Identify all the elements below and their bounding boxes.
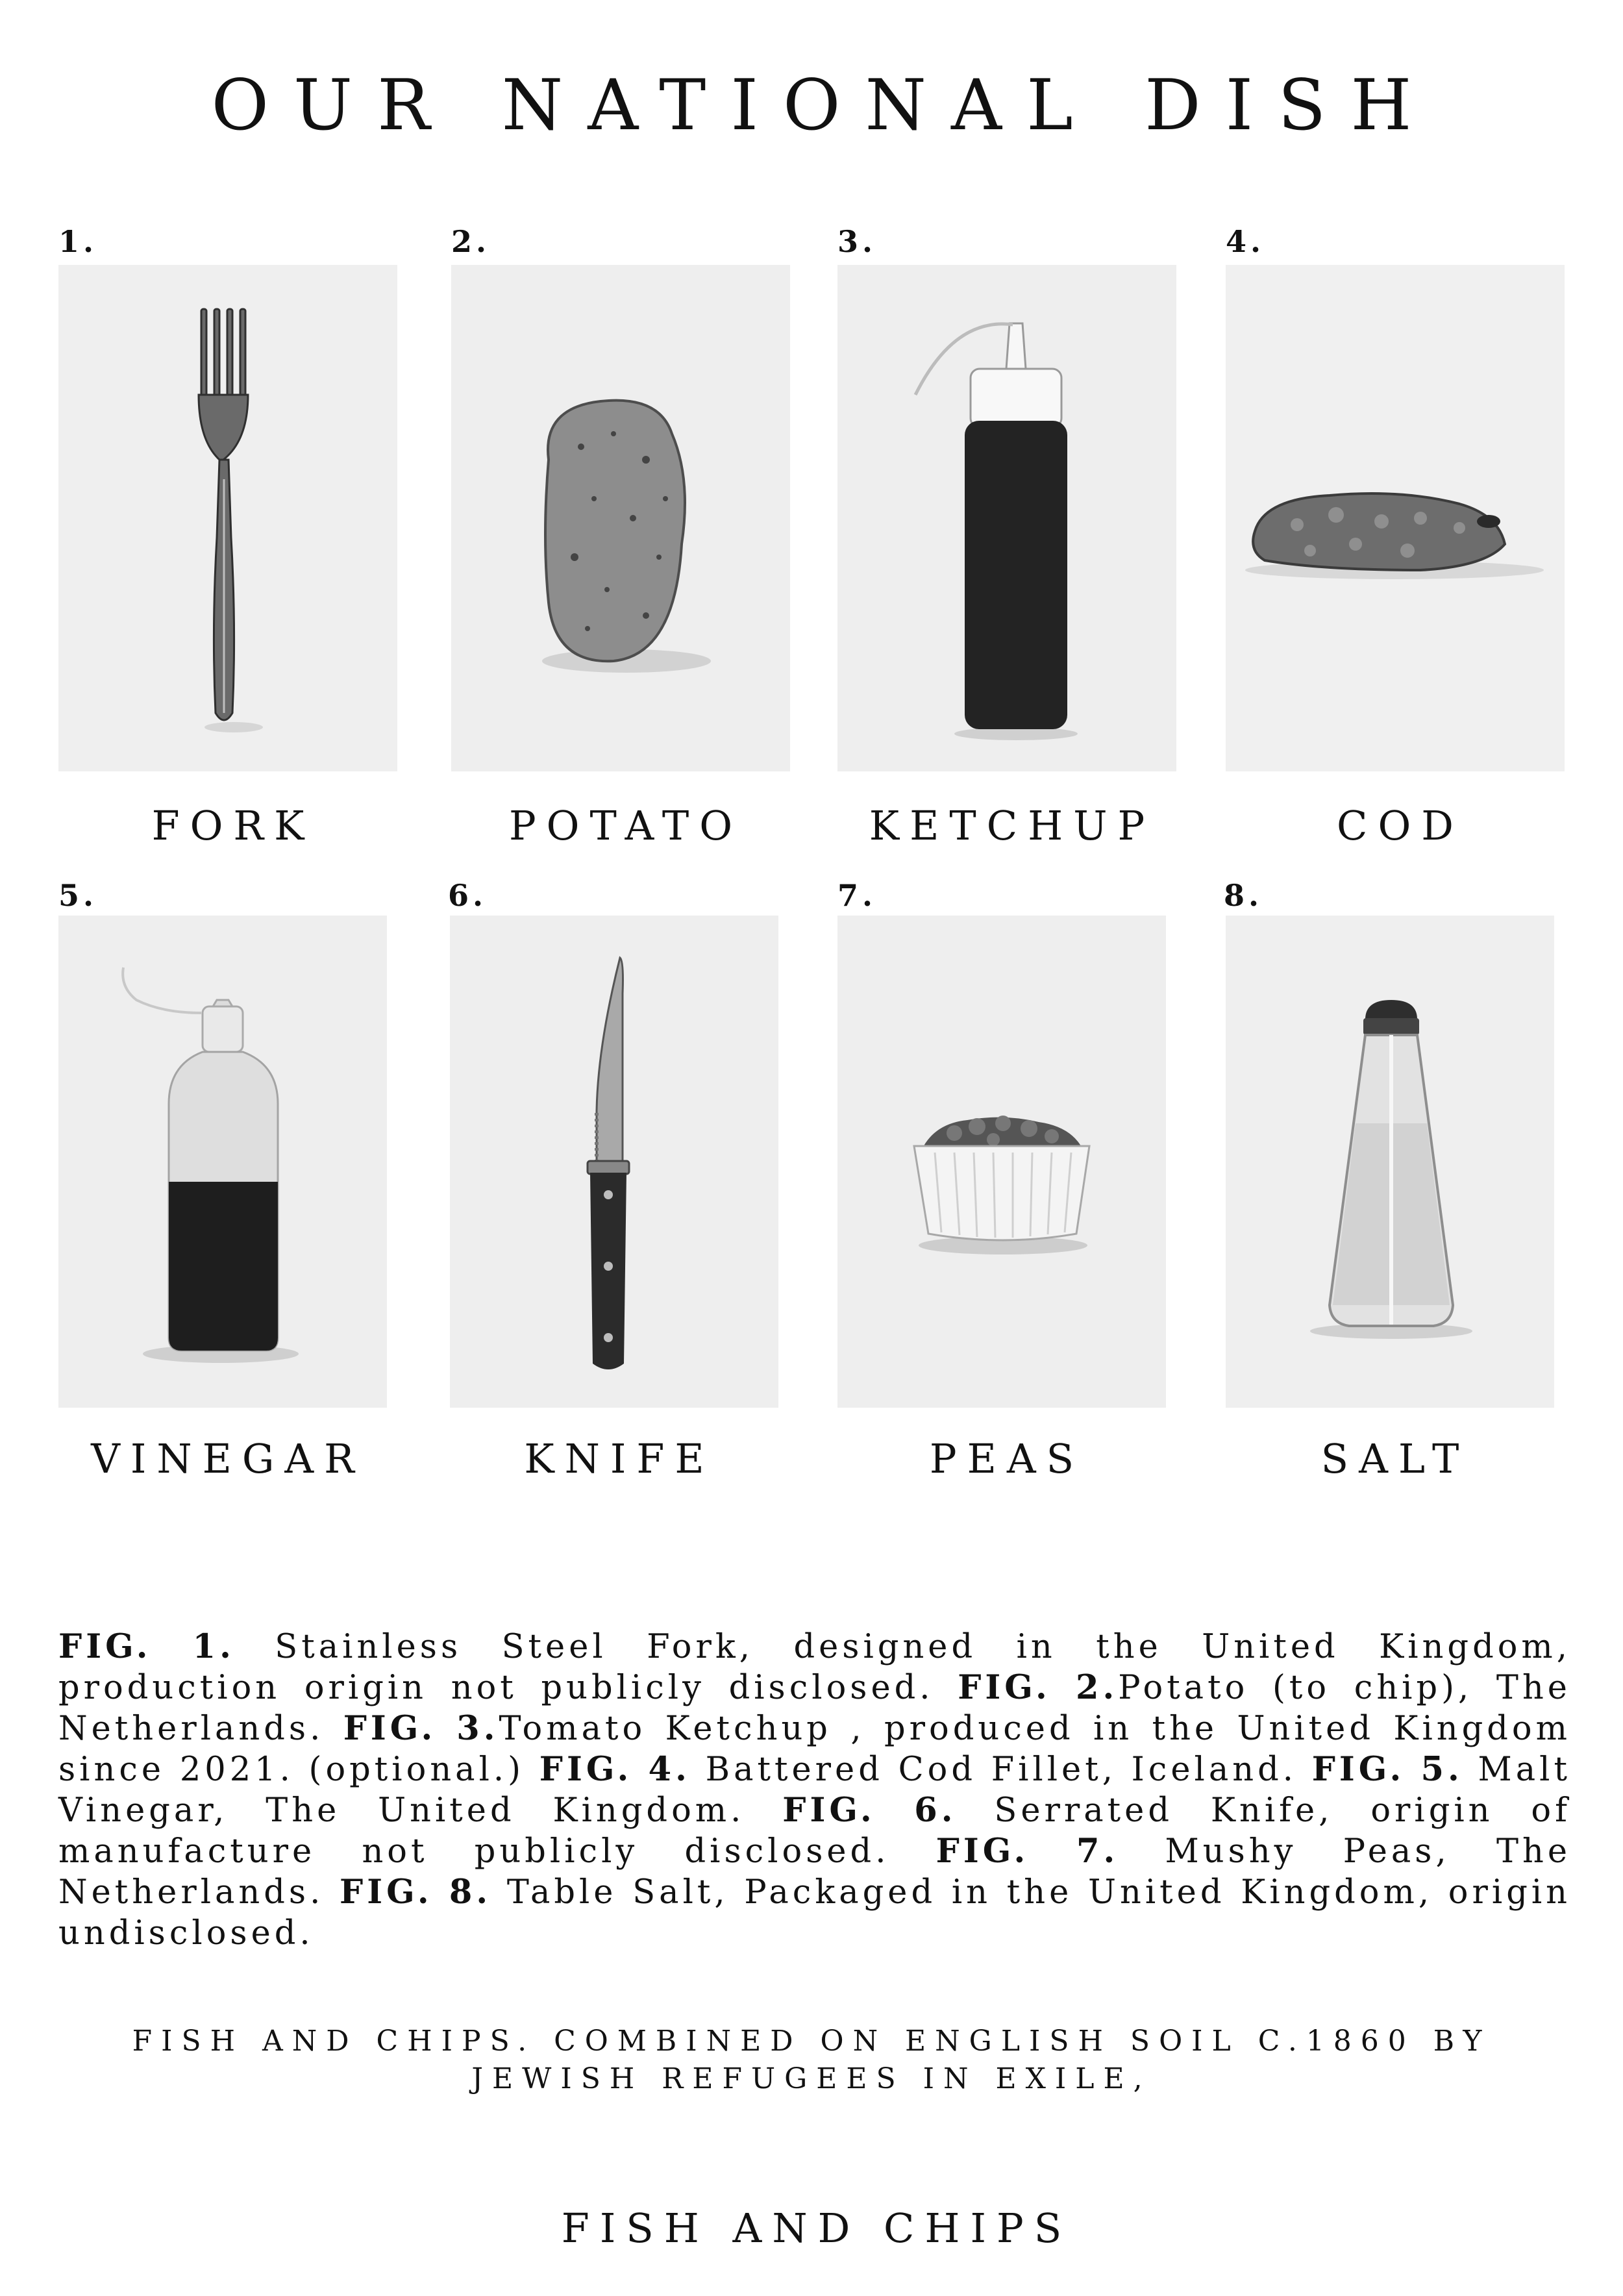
figure-captions: [58, 1627, 1571, 1954]
figure-number-4: 4.: [1226, 224, 1265, 259]
figure-photo-salt: [1226, 916, 1554, 1408]
figure-photo-vinegar: [58, 916, 387, 1408]
figure-label-ketchup: KETCHUP: [869, 802, 1156, 849]
caption-fig-4: FIG. 4.: [539, 1750, 691, 1789]
figure-number-1: 1.: [58, 224, 98, 259]
salt-shaker-icon: [1226, 916, 1554, 1408]
figure-number-2: 2.: [451, 224, 491, 259]
caption-text-4: Battered Cod Fillet, Iceland.: [690, 1751, 1312, 1789]
potato-icon: [451, 265, 790, 771]
battered-cod-icon: [1226, 265, 1565, 771]
page-title: OUR NATIONAL DISH: [211, 65, 1437, 146]
caption-fig-3: FIG. 3.: [343, 1709, 499, 1748]
caption-text-1: Stainless Steel Fork, designed in the United Kingdom, production origin not publicly disclosed.: [58, 1628, 1571, 1707]
caption-text-7: Mushy Peas, The Netherlands.: [58, 1832, 1571, 1912]
figure-photo-fork: [58, 265, 397, 771]
figure-photo-ketchup: [837, 265, 1176, 771]
caption-fig-5: FIG. 5.: [1311, 1750, 1463, 1789]
caption-fig-6: FIG. 6.: [782, 1791, 957, 1830]
figure-number-3: 3.: [837, 224, 877, 259]
ketchup-bottle-icon: [837, 265, 1176, 771]
figure-label-cod: COD: [1337, 802, 1464, 849]
figure-photo-knife: [450, 916, 778, 1408]
figure-label-potato: POTATO: [508, 802, 743, 849]
figure-label-vinegar: VINEGAR: [91, 1435, 365, 1482]
figure-label-fork: FORK: [151, 802, 315, 849]
footnote: [97, 2023, 1526, 2098]
caption-text-6: Serrated Knife, origin of manufacture not publicly disclosed.: [58, 1791, 1572, 1871]
caption-fig-2: FIG. 2.: [958, 1668, 1119, 1707]
caption-text-5: Malt Vinegar, The United Kingdom.: [58, 1751, 1571, 1830]
figure-number-7: 7.: [837, 878, 877, 913]
footnote-line-2: JEWISH REFUGEES IN EXILE,: [471, 2062, 1152, 2095]
caption-text-8: Table Salt, Packaged in the United Kingdom, origin undisclosed.: [58, 1873, 1571, 1953]
caption-text-3: Tomato Ketchup , produced in the United Kingdom since 2021. (optional.): [58, 1710, 1571, 1789]
figure-number-5: 5.: [58, 878, 98, 913]
footnote-line-1: FISH AND CHIPS. COMBINED ON ENGLISH SOIL C.1860 BY: [132, 2025, 1491, 2058]
bottom-title: FISH AND CHIPS: [561, 2204, 1072, 2252]
caption-fig-1: FIG. 1.: [58, 1627, 235, 1666]
figure-number-8: 8.: [1224, 878, 1263, 913]
caption-text-2: Potato (to chip), The Netherlands.: [58, 1669, 1571, 1748]
figure-photo-potato: [451, 265, 790, 771]
knife-icon: [450, 916, 778, 1408]
figure-label-knife: KNIFE: [524, 1435, 715, 1482]
figure-photo-cod: [1226, 265, 1565, 771]
figure-number-6: 6.: [448, 878, 488, 913]
caption-fig-8: FIG. 8.: [340, 1873, 492, 1912]
figure-photo-peas: [837, 916, 1166, 1408]
peas-bowl-icon: [837, 916, 1166, 1408]
figure-label-salt: SALT: [1320, 1435, 1470, 1482]
figure-label-peas: PEAS: [929, 1435, 1085, 1482]
fork-icon: [58, 265, 397, 771]
vinegar-bottle-icon: [58, 916, 387, 1408]
caption-fig-7: FIG. 7.: [935, 1832, 1119, 1871]
